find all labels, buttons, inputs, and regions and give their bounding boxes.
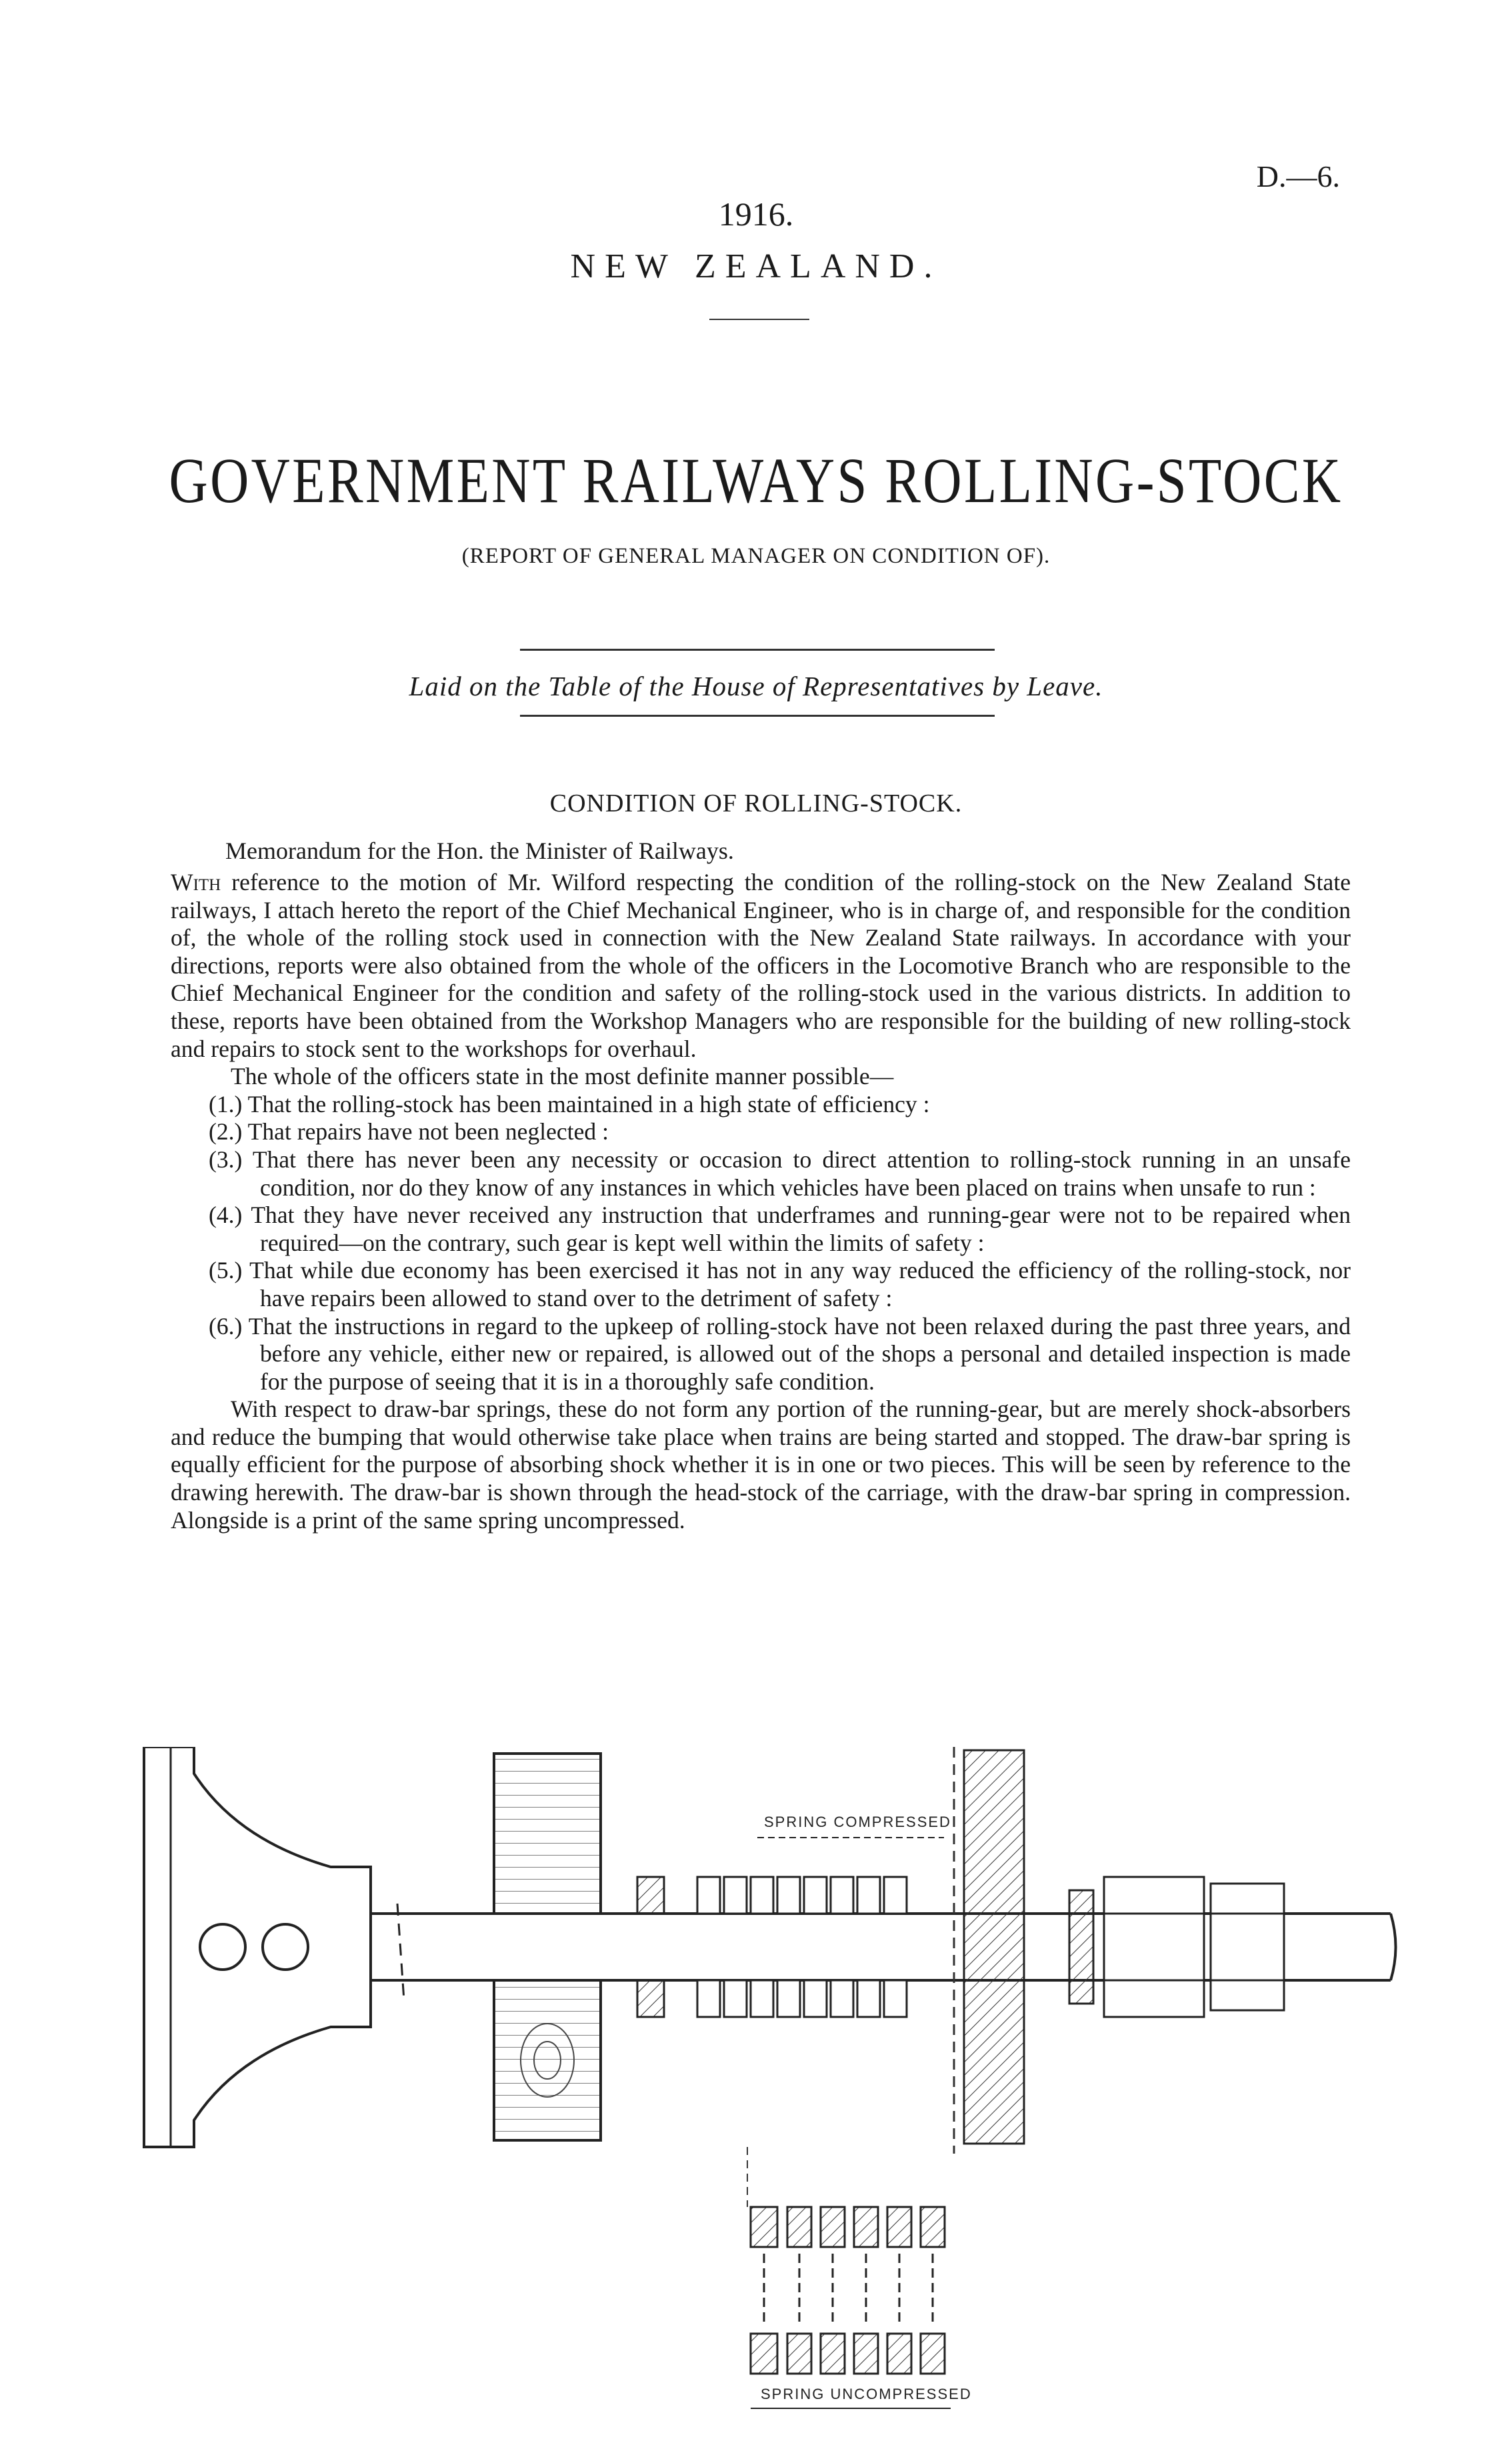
spring-uncompressed-label: SPRING UNCOMPRESSED — [761, 2386, 972, 2402]
paragraph-1-text: reference to the motion of Mr. Wilford respecting the condition of the rolling-stock on the New Zealand State railways, I attach hereto the report of the Chief Mechanical Engineer, who is in charge of, and responsible for the condition of, the whole of the rolling stock used in connection with the New Zealand State railways. In accordance with your directions, reports were also obtained from the whole of the officers in the Locomotive Branch who are responsible to the Chief Mechanical Engineer for the condition and safety of the rolling-stock used in the various districts. In addition to these, reports have been obtained from the Workshop Managers who are responsible for the building of new rolling-stock and repairs to stock sent to the workshops for overhaul. — [171, 869, 1351, 1062]
paragraph-3: With respect to draw-bar springs, these do not form any portion of the running-gear, but are merely shock-absorbers and reduce the bumping that would otherwise take place when trains are being started and stopped. The draw-bar spring is equally efficient for the purpose of absorbing shock whether it is in one or two pieces. This will be seen by reference to the drawing herewith. The draw-bar is shown through the head-stock of the carriage, with the draw-bar spring in compression. Alongside is a print of the same spring uncompressed. — [171, 1396, 1351, 1534]
document-subtitle: (REPORT OF GENERAL MANAGER ON CONDITION OF). — [461, 544, 1051, 568]
section-heading: CONDITION OF ROLLING-STOCK. — [549, 789, 963, 817]
list-item: (3.) That there has never been any necessity or occasion to direct attention to rolling-stock running in an unsafe condition, nor do they know of any instances in which vehicles have been placed on trains when unsafe to run : — [209, 1145, 1351, 1201]
paragraph-2: The whole of the officers state in the most definite manner possible— — [231, 1063, 894, 1090]
paragraph-1 — [171, 869, 1351, 1063]
header-divider — [709, 319, 809, 320]
document-reference: D.—6. — [1256, 159, 1340, 193]
list-item: (6.) That the instructions in regard to the upkeep of rolling-stock have not been relaxed during the past three years, and before any vehicle, either new or repaired, is allowed out of the shops a personal and detailed inspection is made for the purpose of seeing that it is in a thoroughly safe condition. — [209, 1312, 1351, 1395]
draw-bar-spring-drawing — [131, 1747, 1397, 2427]
paragraph-1-lead: With — [171, 869, 221, 895]
body-text — [171, 869, 1351, 1534]
spring-compressed-label: SPRING COMPRESSED — [764, 1814, 951, 1830]
draw-bar-hook — [144, 1747, 404, 2147]
list-item: (2.) That repairs have not been neglected : — [209, 1118, 609, 1145]
country-heading: NEW ZEALAND. — [570, 247, 942, 285]
memorandum-line: Memorandum for the Hon. the Minister of Railways. — [225, 837, 734, 864]
head-stock-timber — [494, 1754, 601, 2140]
uncompressed-spring — [751, 2207, 945, 2374]
compressed-spring — [637, 1877, 907, 2017]
laid-rule-top — [520, 649, 995, 651]
laid-rule-bottom — [520, 715, 995, 717]
list-item: (5.) That while due economy has been exercised it has not in any way reduced the efficiency of the rolling-stock, nor have repairs been allowed to stand over to the detriment of safety : — [209, 1257, 1351, 1312]
spring-end-plate — [964, 1750, 1024, 2144]
list-item: (1.) That the rolling-stock has been maintained in a high state of efficiency : — [209, 1090, 930, 1117]
document-year: 1916. — [718, 195, 794, 233]
list-item: (4.) That they have never received any instruction that underframes and running-gear were not to be repaired when required—on the contrary, such gear is kept well within the limits of safety : — [209, 1201, 1351, 1256]
nut-assembly — [1069, 1877, 1284, 2017]
laid-on-table-line: Laid on the Table of the House of Representatives by Leave. — [409, 671, 1103, 701]
document-title: GOVERNMENT RAILWAYS ROLLING-STOCK — [169, 445, 1343, 516]
